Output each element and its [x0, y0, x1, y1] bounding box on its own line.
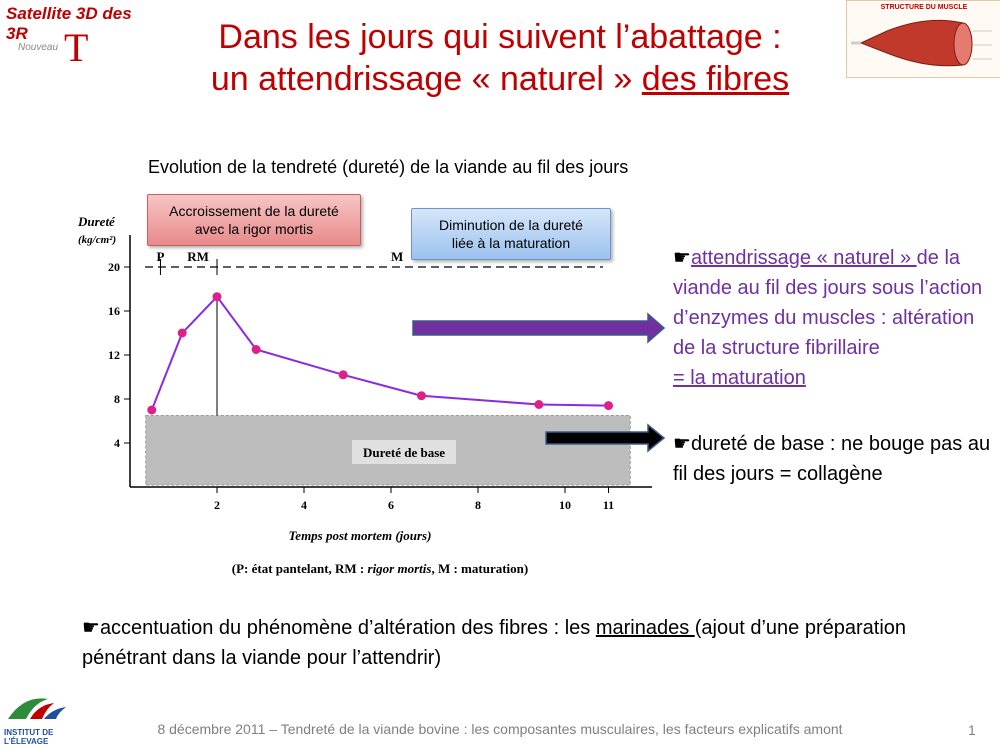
y-tick-label: 8	[114, 392, 120, 406]
logo-top-line1: Satellite 3D des 3R	[6, 4, 132, 43]
title-line2-prefix: un attendrissage « naturel »	[210, 60, 642, 98]
y-tick-label: 4	[114, 436, 120, 450]
y-tick-label: 20	[108, 260, 120, 274]
x-tick-label: 4	[301, 498, 307, 512]
y-axis-unit: (kg/cm²)	[78, 234, 117, 246]
base-hardness-label: Dureté de base	[362, 445, 446, 460]
chart-caption	[232, 561, 528, 576]
maturation-box-line1: Diminution de la dureté	[439, 217, 583, 233]
phase-label-rm: RM	[187, 249, 209, 264]
chart-axes	[77, 214, 652, 576]
x-tick-label: 2	[214, 498, 220, 512]
slide-footer: 8 décembre 2011 – Tendreté de la viande bovine : les composantes musculaires, les facteurs explicatifs amont	[157, 721, 843, 737]
data-point	[417, 391, 426, 400]
base-hardness-text: dureté de base : ne bouge pas au fil des jours = collagène	[673, 433, 991, 485]
maturation-decrease-box	[411, 208, 611, 260]
institut-logo-mark	[4, 693, 74, 723]
logo-top-line2: Nouveau	[18, 42, 59, 53]
data-point	[339, 370, 348, 379]
hardness-series-line	[152, 297, 609, 410]
maturation-description: de la viande au fil des jours sous l’action d’enzymes du muscles : altération de la structure fibrillaire	[673, 247, 983, 359]
pointing-hand-icon: ☛	[82, 617, 100, 639]
rigor-box-line2: avec la rigor mortis	[194, 221, 314, 237]
logo-top-letter: T	[64, 25, 89, 70]
x-axis-label: Temps post mortem (jours)	[288, 528, 432, 543]
pointing-hand-icon: ☛	[673, 247, 691, 269]
marinade-text-suffix: (ajout d’une préparation pénétrant dans la viande pour l’attendrir)	[82, 617, 907, 669]
x-tick-label: 6	[388, 498, 394, 512]
phase-label-p: P	[156, 249, 165, 264]
x-tick-label: 8	[475, 498, 481, 512]
title-line2-underlined: des fibres	[641, 60, 790, 98]
y-axis-label: Dureté	[78, 214, 115, 229]
data-point	[147, 406, 156, 415]
y-tick-label: 16	[108, 304, 120, 318]
logo-line2: L’ÉLEVAGE	[4, 737, 49, 746]
maturation-label: = la maturation	[673, 367, 806, 389]
caption-suffix: , M : maturation)	[431, 561, 529, 576]
natural-tenderising-label: attendrissage « naturel »	[690, 247, 917, 269]
data-point	[178, 329, 187, 338]
x-tick-label: 10	[559, 498, 571, 512]
y-tick-label: 12	[108, 348, 120, 362]
title-line1: Dans les jours qui suivent l’abattage :	[218, 18, 782, 56]
data-point	[213, 292, 222, 301]
marinade-note	[82, 613, 962, 673]
data-point	[534, 400, 543, 409]
institut-elevage-logo	[4, 693, 74, 747]
maturation-arrow	[413, 314, 664, 342]
x-tick-label: 11	[602, 498, 615, 512]
phase-label-m: M	[391, 249, 404, 264]
thumbnail-title: STRUCTURE DU MUSCLE	[880, 4, 968, 11]
pointing-hand-icon: ☛	[673, 433, 691, 455]
chart-title: Evolution de la tendreté (dureté) de la viande au fil des jours	[148, 157, 629, 177]
logo-line1: INSTITUT DE	[4, 728, 54, 737]
data-point	[604, 401, 613, 410]
rigor-increase-box	[147, 194, 361, 246]
maturation-box-line2: liée à la maturation	[451, 235, 571, 251]
maturation-explanation	[673, 243, 993, 393]
caption-prefix: (P: état pantelant, RM :	[231, 561, 368, 576]
rigor-box-line1: Accroissement de la dureté	[169, 203, 339, 219]
base-hardness-explanation	[673, 429, 993, 489]
caption-italic: rigor mortis	[367, 561, 432, 576]
page-number: 1	[968, 722, 976, 738]
marinade-underlined: marinades	[595, 617, 695, 639]
data-point	[252, 345, 261, 354]
marinade-text-prefix: accentuation du phénomène d’altération des fibres : les	[99, 617, 596, 639]
